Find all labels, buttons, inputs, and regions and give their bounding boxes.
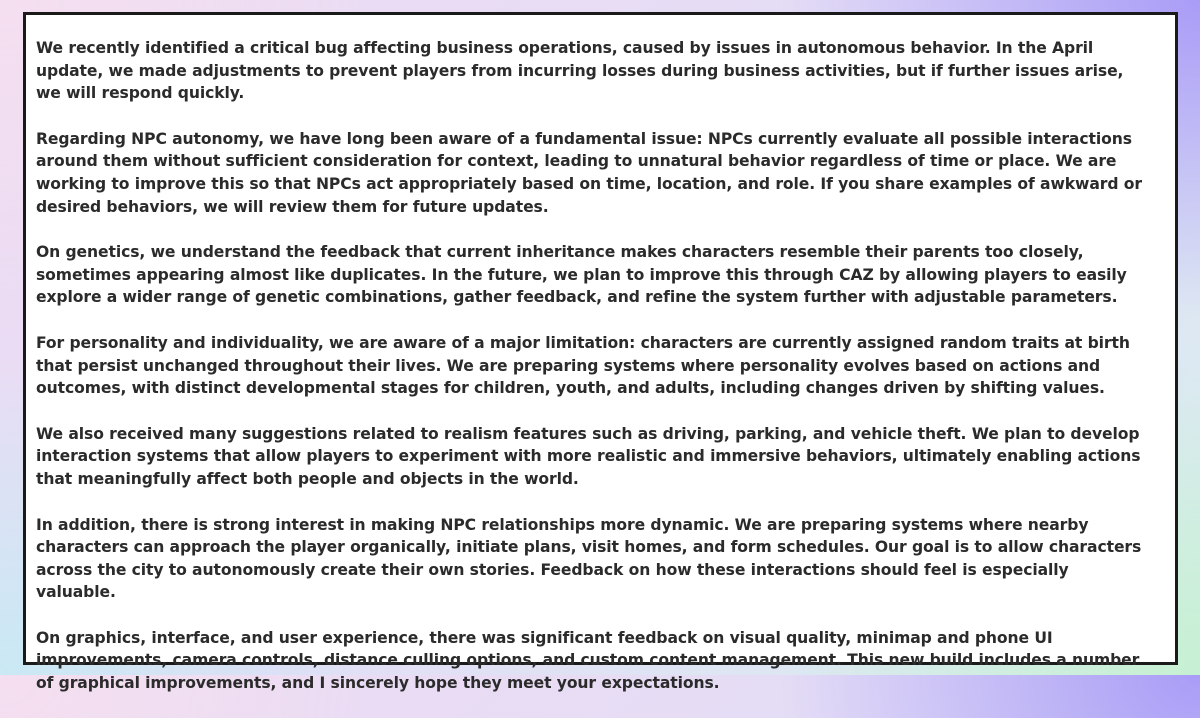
notice-content bbox=[36, 37, 1148, 718]
paragraph-npc-autonomy: Regarding NPC autonomy, we have long been aware of a fundamental issue: NPCs currently evaluate all possible interactions around them without sufficient consideration for context, leading to unnatural behavior regardless of time or place. We are working to improve this so that NPCs act appropriately based on time, location, and role. If you share examples of awkward or desired behaviors, we will review them for future updates. bbox=[36, 129, 1142, 216]
paragraph-business-bug: We recently identified a critical bug affecting business operations, caused by issues in autonomous behavior. In the April update, we made adjustments to prevent players from incurring losses during business activities, but if further issues arise, we will respond quickly. bbox=[36, 39, 1124, 103]
notice-panel bbox=[23, 12, 1178, 693]
paragraph-personality: For personality and individuality, we are aware of a major limitation: characters are currently assigned random traits at birth that persist unchanged throughout their lives. We are preparing systems where personality evolves based on actions and outcomes, with distinct developmental stages for children, youth, and adults, including changes driven by shifting values. bbox=[36, 333, 1130, 398]
paragraph-npc-relationships: In addition, there is strong interest in making NPC relationships more dynamic. We are preparing systems where nearby characters can approach the player organically, initiate plans, visit homes, and form schedules. Our goal is to allow characters across the city to autonomously create their own stories. Feedback on how these interactions should feel is especially valuable. bbox=[36, 515, 1142, 602]
paragraph-graphics-ui: On graphics, interface, and user experience, there was significant feedback on visual quality, minimap and phone UI improvements, camera controls, distance culling options, and custom content management. This new build includes a number of graphical improvements, and I sincerely hope they meet your expectations. bbox=[36, 628, 1140, 693]
paragraph-genetics: On genetics, we understand the feedback that current inheritance makes characters resemble their parents too closely, sometimes appearing almost like duplicates. In the future, we plan to improve this through CAZ by allowing players to easily explore a wider range of genetic combinations, gather feedback, and refine the system further with adjustable parameters. bbox=[36, 243, 1127, 307]
paragraph-realism-features: We also received many suggestions related to realism features such as driving, parking, and vehicle theft. We plan to develop interaction systems that allow players to experiment with more realistic and immersive behaviors, ultimately enabling actions that meaningfully affect both people and objects in the world. bbox=[36, 424, 1141, 488]
